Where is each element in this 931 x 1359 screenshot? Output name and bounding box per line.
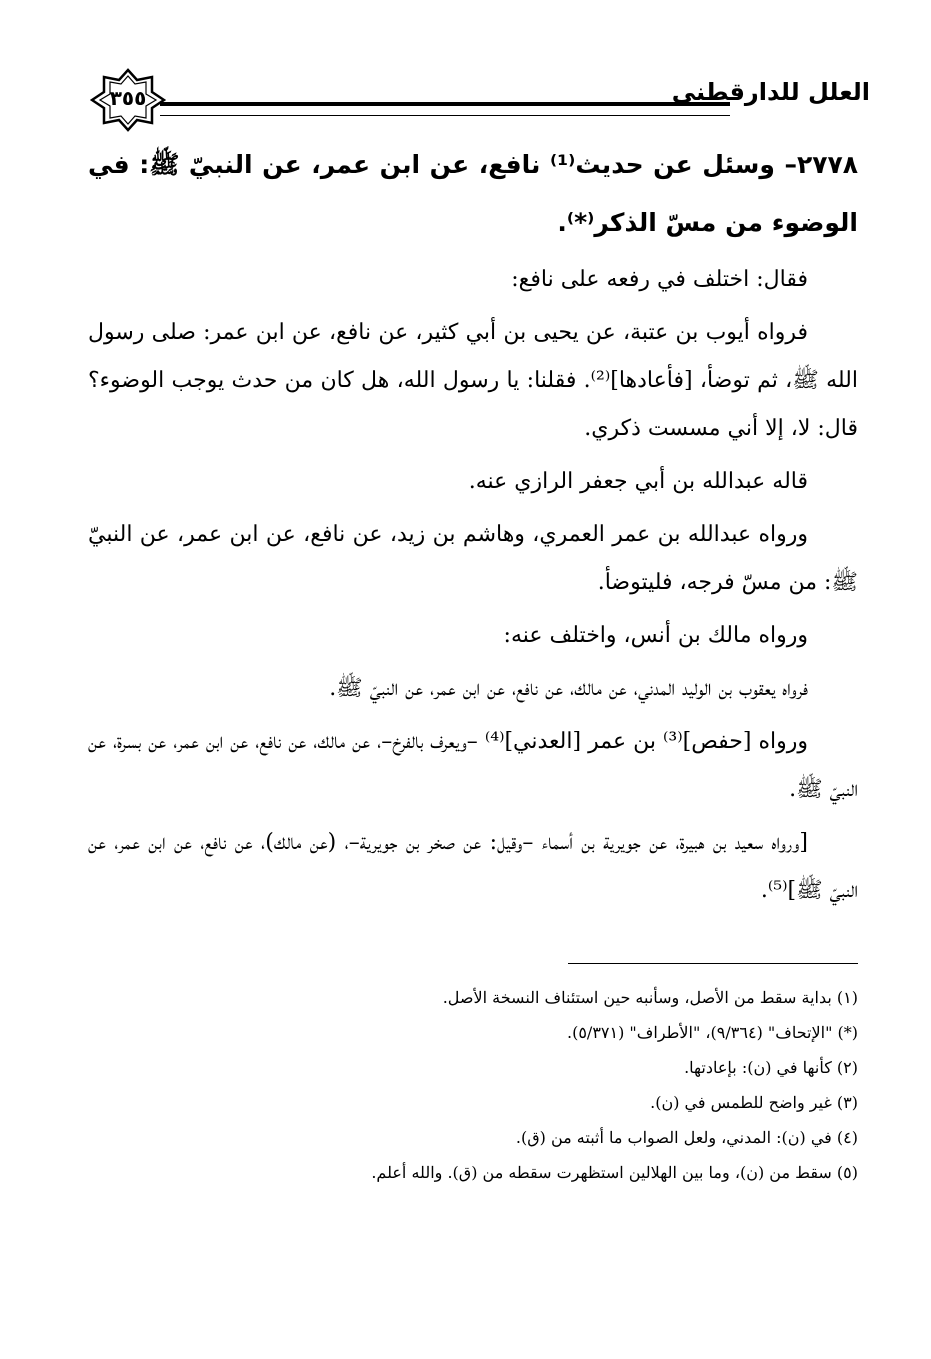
page-number-badge <box>90 68 166 132</box>
page-number: ٣٥٥ <box>109 86 147 110</box>
paragraph: فرواه أيوب بن عتبة، عن يحيى بن أبي كثير، عن نافع، عن ابن عمر: صلى رسول الله ﷺ، ثم توضأ، [فأعادها]⁽²⁾. فقلنا: يا رسول الله، هل كان من حدث يوجب الوضوء؟ قال: لا، إلا أني مسست ذكري. <box>88 320 858 441</box>
paragraph: ورواه مالك بن أنس، واختلف عنه: <box>503 623 808 648</box>
paragraph: [ورواه سعيد بن هبيرة، عن جويرية بن أسماء –وقيل: عن صخر بن جويرية–، (عن مالك)، عن نافع، عن ابن عمر، عن النبيّ ﷺ]⁽⁵⁾. <box>88 830 858 903</box>
page-header <box>80 68 870 128</box>
entry-heading: ٢٧٧٨– وسئل عن حديث⁽¹⁾ نافع، عن ابن عمر، عن النبيّ ﷺ: في الوضوء من مسّ الذكر⁽*⁾. <box>88 150 859 237</box>
footnotes <box>120 980 858 1190</box>
footnote: (٥) سقط من (ن)، وما بين الهلالين استظهرت سقطه من (ق). والله أعلم. <box>371 1163 858 1182</box>
footnote-separator <box>568 963 858 964</box>
paragraph: قاله عبدالله بن أبي جعفر الرازي عنه. <box>468 469 808 494</box>
main-text <box>88 136 858 920</box>
paragraph: ورواه عبدالله بن عمر العمري، وهاشم بن زيد، عن نافع، عن ابن عمر، عن النبيّ ﷺ: من مسّ فرجه، فليتوضأ. <box>88 522 858 595</box>
paragraph: فرواه يعقوب بن الوليد المدني، عن مالك، عن نافع، عن ابن عمر، عن النبيّ ﷺ. <box>329 676 808 701</box>
footnote: (٣) غير واضح للطمس في (ن). <box>650 1093 858 1112</box>
book-title: العلل للدارقطني <box>671 78 870 106</box>
footnote: (*) "الإتحاف" (٩/٣٦٤)، "الأطراف" (٥/٣٧١). <box>567 1023 858 1042</box>
header-rule <box>160 102 730 116</box>
footnote: (٢) كأنها في (ن): بإعادتها. <box>684 1058 858 1077</box>
paragraph: ورواه [حفص]⁽³⁾ بن عمر [العدني]⁽⁴⁾ –ويعرف بالفرخ–، عن مالك، عن نافع، عن ابن عمر، عن بسرة، عن النبيّ ﷺ. <box>88 729 858 802</box>
footnote: (١) بداية سقط من الأصل، وسأنبه حين استئناف النسخة الأصل. <box>442 988 858 1007</box>
footnote: (٤) في (ن): المدني، ولعل الصواب ما أثبته من (ق). <box>515 1128 858 1147</box>
paragraph: فقال: اختلف في رفعه على نافع: <box>511 267 808 292</box>
